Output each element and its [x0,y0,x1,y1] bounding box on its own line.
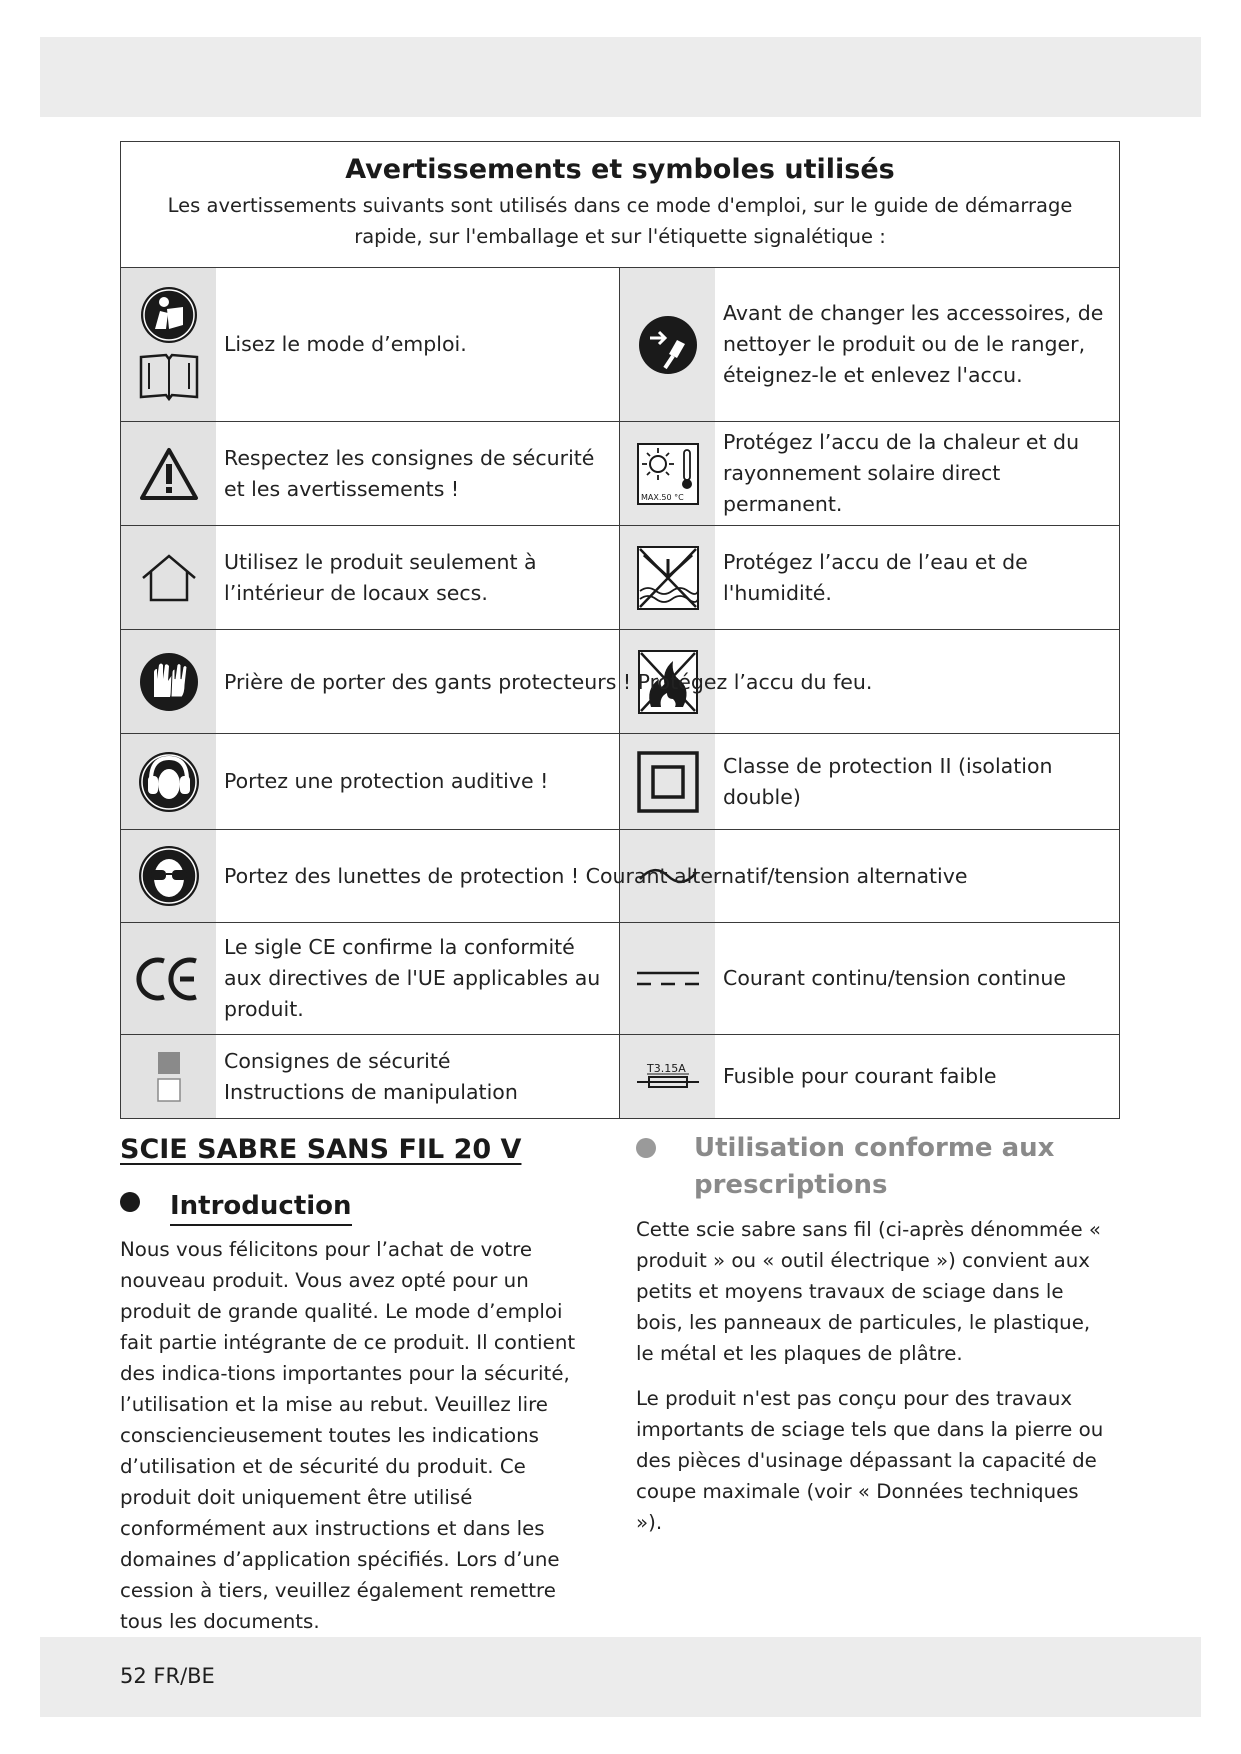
warnings-header [121,142,1119,268]
warnings-title: Avertissements et symboles utilisés [345,154,895,185]
right-column [636,1130,1106,1538]
warnings-table [120,141,1120,1119]
warning-text: Protégez l’accu de l’eau et de l'humidité. [723,549,1028,605]
warning-cell [121,268,620,421]
ce-mark-icon [136,956,202,1002]
introduction-heading: Introduction [170,1188,352,1226]
warning-cell [121,422,620,525]
warning-row [121,422,1119,526]
warning-cell [620,923,1119,1034]
safety-squares-icon [157,1051,181,1103]
warning-cell [620,734,1119,829]
warning-text: Consignes de sécurité [224,1048,451,1073]
warning-text: Courant continu/tension continue [723,966,1067,990]
warning-cell [121,923,620,1034]
fuse-icon [635,1060,701,1094]
eye-protection-icon [137,844,201,908]
warning-row [121,1035,1119,1118]
warning-text: Utilisez le produit seulement à l’intérieur de locaux secs. [224,549,537,605]
warning-row [121,526,1119,630]
warning-text: Le sigle CE confirme la conformité aux directives de l'UE applicables au produit. [224,935,601,1021]
warning-cell [620,1035,1119,1118]
warning-text: Portez une protection auditive ! [224,769,549,793]
warning-row [121,923,1119,1035]
bullet-icon [636,1138,656,1158]
warning-cell [620,526,1119,629]
warning-cell [121,830,968,922]
protection-class-2-icon [636,750,700,814]
left-column [120,1130,600,1637]
warning-text: Protégez l’accu de la chaleur et du rayonnement solaire direct permanent. [723,430,1080,516]
warning-row [121,630,1119,734]
heat-protection-icon [636,442,700,506]
warning-row [121,734,1119,830]
direct-current-icon [635,968,701,990]
page-number: 52 FR/BE [120,1664,215,1688]
warning-text: Instructions de manipulation [224,1079,518,1104]
warnings-intro: Les avertissements suivants sont utilisés dans ce mode d'emploi, sur le guide de démarrage rapide, sur l'emballage et sur l'étiquette signalétique : [167,194,1073,248]
intended-use-heading: Utilisation conforme aux prescriptions [694,1133,1055,1200]
svg-text:T3.15A: T3.15A [646,1061,686,1075]
header-band [40,37,1201,117]
warning-cell [121,526,620,629]
read-manual-icon [136,285,202,405]
warning-text: Fusible pour courant faible [723,1064,997,1088]
warning-text: Classe de protection II (isolation double) [723,753,1053,809]
wear-gloves-icon [138,651,200,713]
warning-triangle-icon [139,447,199,501]
intended-use-text: Le produit n'est pas conçu pour des travaux importants de sciage tels que dans la pierre ou des pièces d'usinage dépassant la capacité de coupe maximale (voir « Données techniques »). [636,1387,1104,1534]
warning-text-merged: Prière de porter des gants protecteurs ! Protégez l’accu du feu. [224,669,873,694]
indoor-use-icon [139,552,199,604]
ear-protection-icon [137,750,201,814]
warning-row [121,268,1119,422]
bullet-icon [120,1192,140,1212]
warning-cell [620,422,1119,525]
introduction-text: Nous vous félicitons pour l’achat de votre nouveau produit. Vous avez opté pour un produit de grande qualité. Le mode d’emploi fait partie intégrante de ce produit. Il contient des indica-tions importantes pour la sécurité, l’utilisation et la mise au rebut. Veuillez lire consciencieusement toutes les indications d’utilisation et de sécurité du produit. Ce produit doit uniquement être utilisé conformément aux instructions et dans les domaines d’application spécifiés. Lors d’une cession à tiers, veuillez également remettre tous les documents. [120,1238,576,1633]
product-title: SCIE SABRE SANS FIL 20 V [120,1134,522,1165]
water-protection-icon [636,545,700,611]
warning-text: Lisez le mode d’emploi. [224,332,467,356]
warning-cell [121,1035,620,1118]
warning-cell [620,268,1119,421]
warning-text: Avant de changer les accessoires, de nettoyer le produit ou de le ranger, éteignez-le et enlevez l'accu. [723,301,1104,387]
warning-row [121,830,1119,923]
svg-text:MAX.50 °C: MAX.50 °C [640,492,684,502]
intended-use-text: Cette scie sabre sans fil (ci-après dénommée « produit » ou « outil électrique ») convient aux petits et moyens travaux de sciage dans le bois, les panneaux de particules, le plastique, le métal et les plaques de plâtre. [636,1218,1102,1365]
warning-cell [121,734,620,829]
warning-cell [121,630,873,733]
warning-text: Respectez les consignes de sécurité et les avertissements ! [224,445,595,501]
remove-battery-icon [637,314,699,376]
warning-text-merged: Portez des lunettes de protection ! Courant alternatif/tension alternative [224,864,968,888]
